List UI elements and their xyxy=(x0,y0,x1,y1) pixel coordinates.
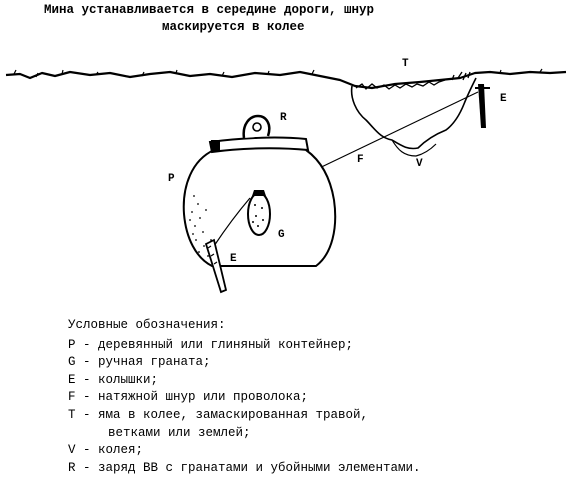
grenade-fuse xyxy=(252,190,266,196)
legend-item-e: E - колышки; xyxy=(68,372,159,387)
label-g: G xyxy=(278,229,285,241)
lid-latch xyxy=(211,140,220,152)
label-v: V xyxy=(416,158,423,170)
grenade-g xyxy=(248,193,270,235)
legend-item-f: F - натяжной шнур или проволока; xyxy=(68,390,309,405)
legend-item-t-continued: ветками или землей; xyxy=(108,425,251,440)
legend-item-r: R - заряд ВВ с гранатами и убойными элементами. xyxy=(68,460,421,475)
legend-item-t: T - яма в колее, замаскированная травой, xyxy=(68,407,369,422)
label-r: R xyxy=(280,112,287,124)
legend-item-p: P - деревянный или глиняный контейнер; xyxy=(68,337,354,352)
label-e-pot: E xyxy=(230,253,237,265)
charge-r xyxy=(244,116,270,138)
caption-line-1: Мина устанавливается в середине дороги, шнур xyxy=(44,3,375,17)
legend-item-g: G - ручная граната; xyxy=(68,355,211,370)
caption-line-2: маскируется в колее xyxy=(162,20,305,34)
legend-item-v: V - колея; xyxy=(68,443,144,458)
label-e-road: E xyxy=(500,93,507,105)
label-p: P xyxy=(168,173,175,185)
container-lid xyxy=(210,138,308,152)
legend xyxy=(68,317,421,477)
label-t: T xyxy=(402,58,409,70)
label-f: F xyxy=(357,154,364,166)
legend-title: Условные обозначения: xyxy=(68,318,226,332)
stake-e-road xyxy=(478,84,486,128)
